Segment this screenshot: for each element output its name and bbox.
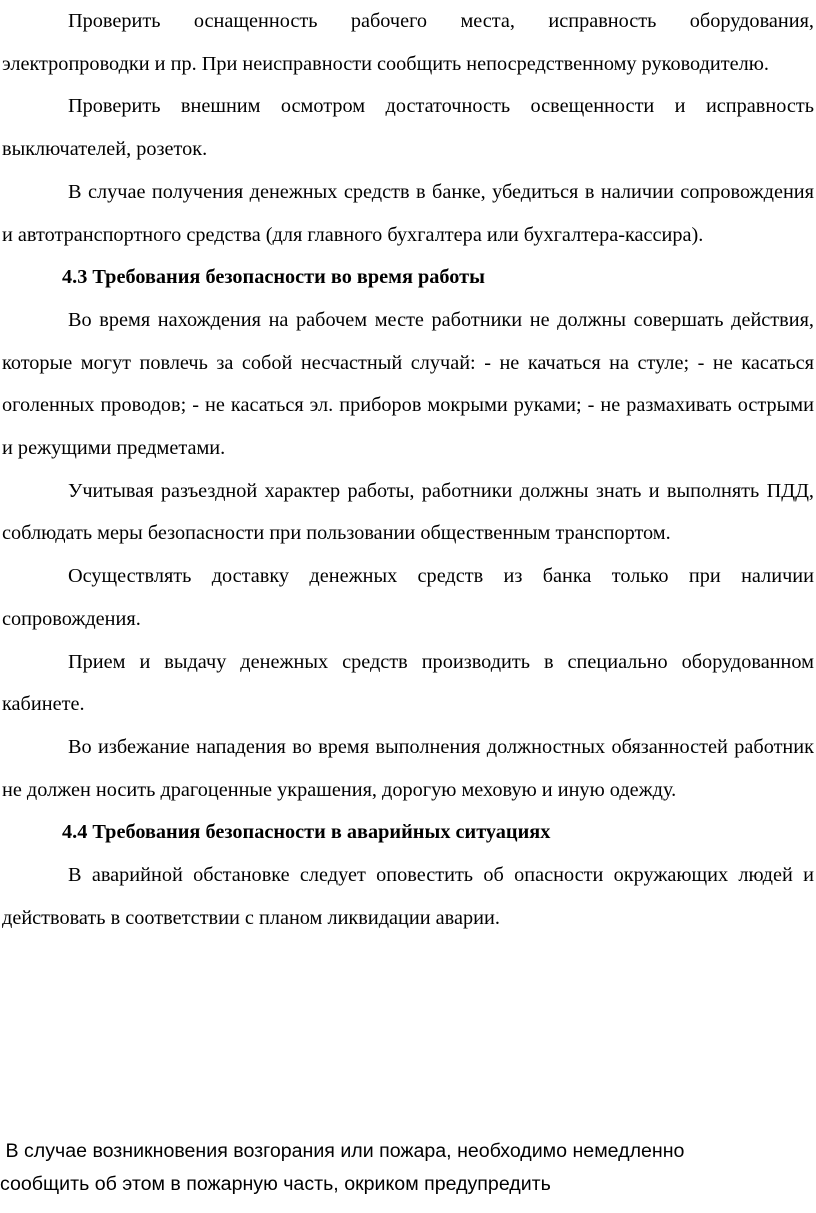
paragraph-traffic-rules: Учитывая разъездной характер работы, работники должны знать и выполнять ПДД, соблюдать меры безопасности при пользовании общественным транспортом. — [2, 479, 814, 545]
fire-notice-line-1: В случае возникновения возгорания или пожара, необходимо немедленно — [0, 1140, 685, 1162]
paragraph-workplace-check: Проверить оснащенность рабочего места, исправность оборудования, электропроводки и пр. При неисправности сообщить непосредственному руководителю. — [2, 10, 814, 75]
paragraph-bank-funds: В случае получения денежных средств в банке, убедиться в наличии сопровождения и автотранспортного средства (для главного бухгалтера или бухгалтера-кассира). — [2, 180, 814, 246]
paragraph-emergency-notice: В аварийной обстановке следует оповестить об опасности окружающих людей и действовать в соответствии с планом ликвидации аварии. — [2, 864, 814, 929]
paragraph-attack-prevention: Во избежание нападения во время выполнения должностных обязанностей работник не должен носить драгоценные украшения, дорогую меховую и иную одежду. — [2, 735, 814, 801]
paragraph-cash-handling: Прием и выдачу денежных средств производить в специально оборудованном кабинете. — [2, 650, 814, 716]
heading-section-4-4: 4.4 Требования безопасности в аварийных ситуациях — [62, 821, 551, 844]
paragraph-fire-notice — [0, 1135, 812, 1200]
document-body — [2, 0, 814, 939]
paragraph-cash-delivery: Осуществлять доставку денежных средств из банка только при наличии сопровождения. — [2, 565, 814, 630]
paragraph-workplace-actions: Во время нахождения на рабочем месте работники не должны совершать действия, которые могут повлечь за собой несчастный случай: - не качаться на стуле; - не касаться оголенных проводов; - не касаться эл. приборов мокрыми руками; - не размахивать острыми и режущими предметами. — [2, 308, 814, 460]
fire-notice-line-2: сообщить об этом в пожарную часть, окриком предупредить — [0, 1172, 551, 1195]
paragraph-lighting-check: Проверить внешним осмотром достаточность освещенности и исправность выключателей, розеток. — [2, 95, 814, 161]
heading-section-4-3: 4.3 Требования безопасности во время работы — [62, 266, 485, 289]
